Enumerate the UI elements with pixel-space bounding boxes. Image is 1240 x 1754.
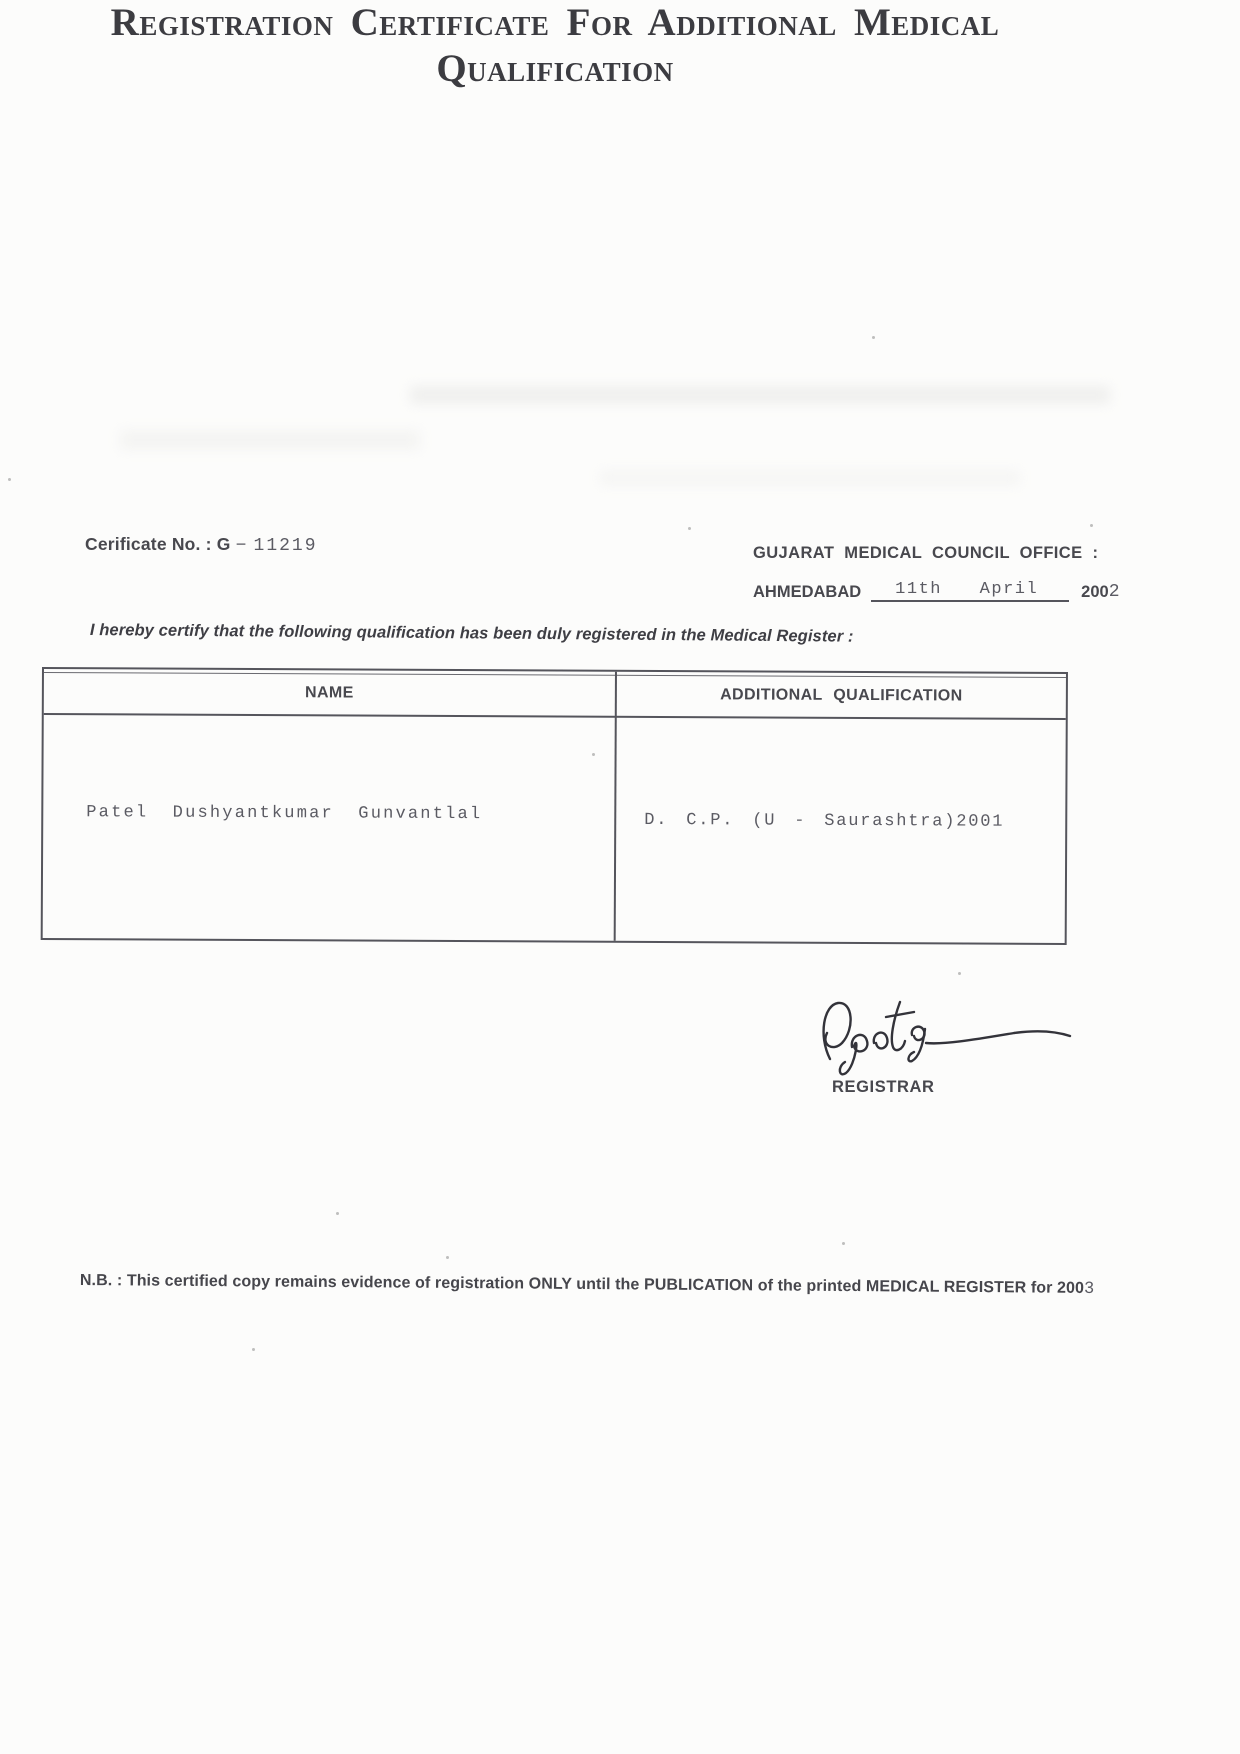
certificate-number-value: 11219 <box>253 536 318 556</box>
scan-speck <box>446 1256 449 1259</box>
footer-note-typed-digit: 3 <box>1083 1279 1095 1299</box>
title-line-2: Qualification <box>436 47 674 90</box>
certificate-number-line <box>85 534 318 556</box>
column-header-qualification: ADDITIONAL QUALIFICATION <box>720 686 963 705</box>
registrar-label: REGISTRAR <box>832 1078 935 1096</box>
certificate-series: G <box>216 534 231 554</box>
footer-note <box>80 1272 1210 1300</box>
column-header-name: NAME <box>304 684 354 702</box>
scan-speck <box>842 1242 845 1245</box>
council-office-title: GUJARAT MEDICAL COUNCIL OFFICE : <box>753 544 1099 562</box>
certificate-dash: − <box>235 536 249 556</box>
office-city-date-line <box>753 578 1120 602</box>
scan-speck <box>872 336 875 339</box>
scan-speck <box>8 478 11 481</box>
scan-speck <box>688 527 691 530</box>
date-filled-value: 11th April <box>895 580 1039 599</box>
year-printed: 200 <box>1081 583 1109 601</box>
registrar-signature-icon <box>808 993 1078 1079</box>
office-city: AHMEDABAD <box>753 583 862 601</box>
scan-speck <box>958 972 961 975</box>
scan-smudge <box>410 386 1110 404</box>
table-column-divider <box>614 672 617 941</box>
scan-smudge <box>120 430 420 450</box>
table-cell-qualification: D. C.P. (U - Saurashtra)2001 <box>644 810 1005 832</box>
council-office-block <box>753 544 1120 602</box>
title-line-1: Registration Certificate For Additional Medical <box>110 1 1000 44</box>
scan-speck <box>336 1212 339 1215</box>
footer-note-printed: N.B. : This certified copy remains evidence of registration ONLY until the PUBLICATION of the printed MEDICAL REGISTER for 200 <box>79 1272 1085 1297</box>
scan-speck <box>252 1348 255 1351</box>
date-fill-line <box>871 578 1069 602</box>
registration-table <box>41 667 1068 945</box>
scan-smudge <box>600 470 1020 486</box>
certify-statement: I hereby certify that the following qualification has been duly registered in the Medical Register : <box>89 621 854 646</box>
certificate-title <box>0 0 1110 92</box>
table-cell-name: Patel Dushyantkumar Gunvantlal <box>86 803 483 825</box>
certificate-number-label: Cerificate No. : <box>85 534 217 554</box>
scan-speck <box>1090 524 1093 527</box>
year-typed-digit: 2 <box>1108 582 1120 602</box>
table-header-row <box>44 669 1066 720</box>
signature-block <box>808 993 1088 1103</box>
